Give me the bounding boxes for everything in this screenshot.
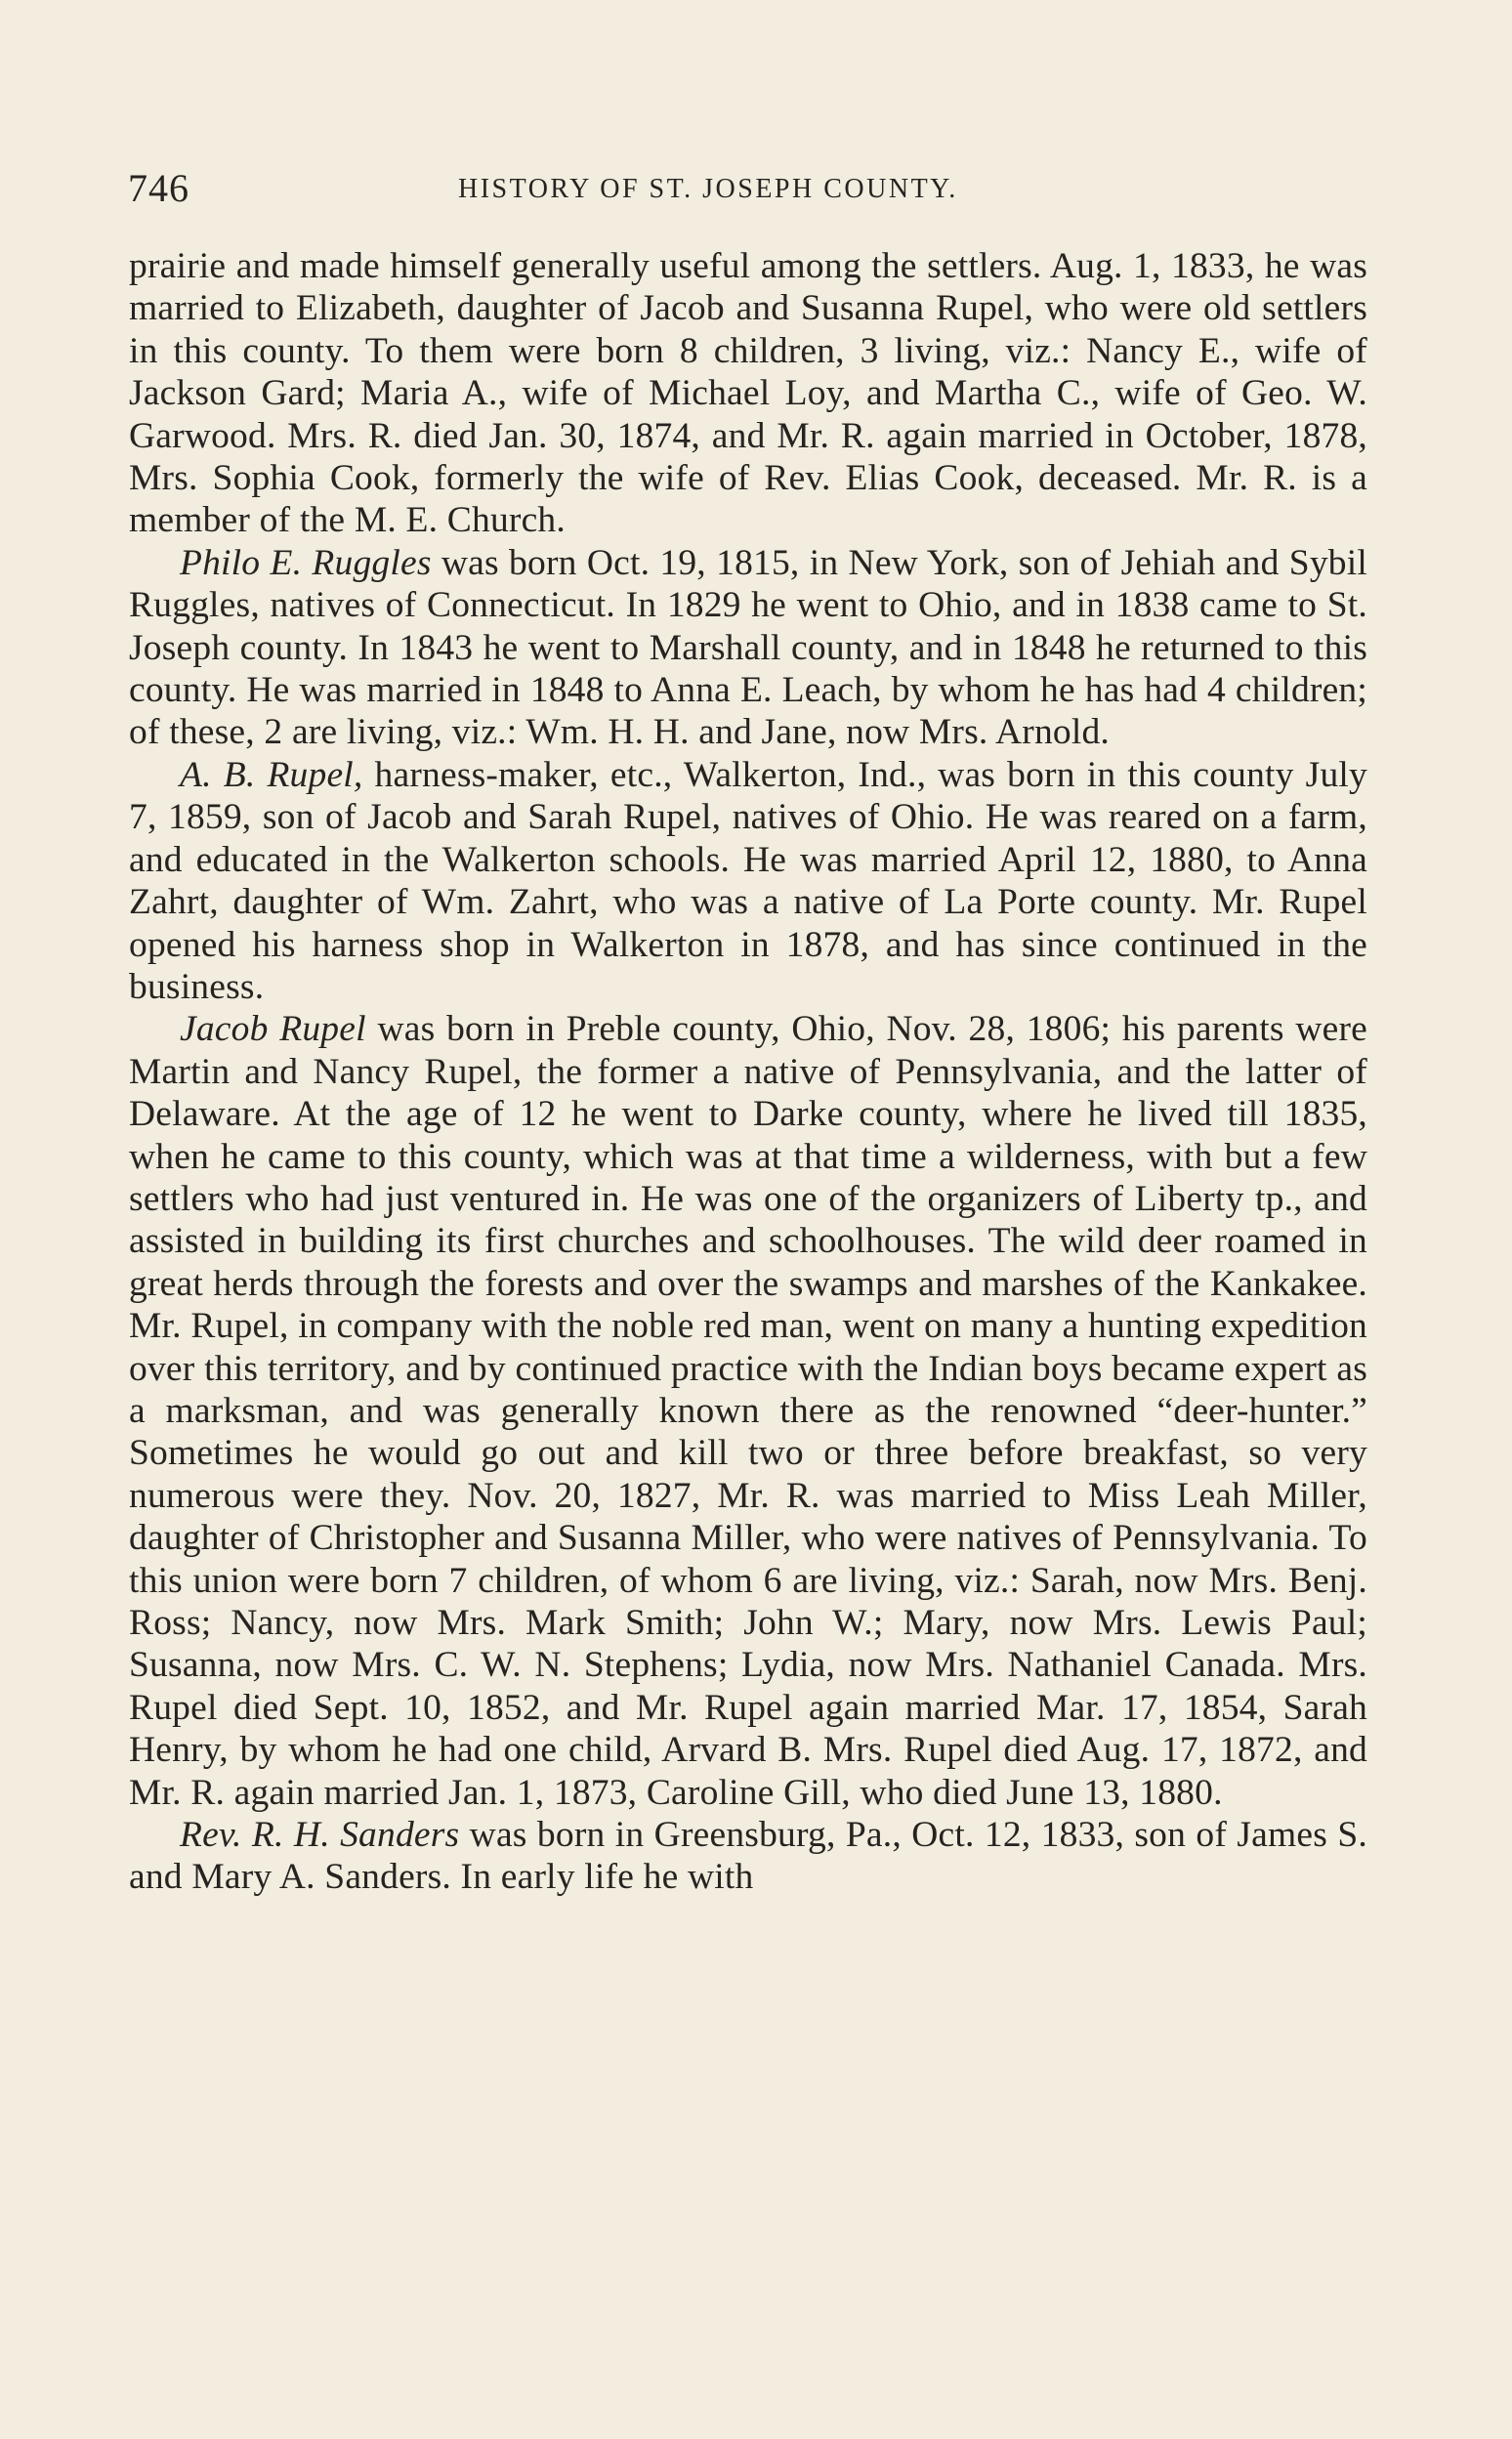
paragraph-text: was born in Preble county, Ohio, Nov. 28, 1806; his parents were Martin and Nancy Rupel, the former a native of Pennsylvania, and the latter of Delaware. At the age of 12 he went to Darke county, where he lived till 1835, when he came to this county, which was at that time a wilderness, with but a few settlers who had just ventured in. He was one of the organizers of Liberty tp., and assisted in building its first churches and schoolhouses. The wild deer roamed in great herds through the forests and over the swamps and marshes of the Kankakee. Mr. Rupel, in company with the noble red man, went on many a hunting expedition over this territory, and by continued practice with the Indian boys became expert as a marksman, and was generally known there as the renowned “deer-hunter.” Sometimes he would go out and kill two or three before breakfast, so very numerous were they. Nov. 20, 1827, Mr. R. was married to Miss Leah Miller, daughter of Christopher and Susanna Miller, who were natives of Pennsylvania. To this union were born 7 children, of whom 6 are living, viz.: Sarah, now Mrs. Benj. Ross; Nancy, now Mrs. Mark Smith; John W.; Mary, now Mrs. Lewis Paul; Susanna, now Mrs. C. W. N. Stephens; Lydia, now Mrs. Nathaniel Canada. Mrs. Rupel died Sept. 10, 1852, and Mr. Rupel again married Mar. 17, 1854, Sarah Henry, by whom he had one child, Arvard B. Mrs. Rupel died Aug. 17, 1872, and Mr. R. again married Jan. 1, 1873, Caroline Gill, who died June 13, 1880. [129, 1009, 1367, 1813]
page-number: 746 [128, 166, 189, 210]
paragraph-text: harness-maker, etc., Walkerton, Ind., was born in this county July 7, 1859, son of Jacob and Sarah Rupel, natives of Ohio. He was reared on a farm, and educated in the Walkerton schools. He was married April 12, 1880, to Anna Zahrt, daughter of Wm. Zahrt, who was a native of La Porte county. Mr. Rupel opened his harness shop in Walkerton in 1878, and has since continued in the business. [129, 754, 1367, 1007]
biography-name: Philo E. Ruggles [180, 542, 432, 583]
paragraph-text: was born Oct. 19, 1815, in New York, son of Jehiah and Sybil Ruggles, natives of Connecticut. In 1829 he went to Ohio, and in 1838 came to St. Joseph county. In 1843 he went to Marshall county, and in 1848 he returned to this county. He was married in 1848 to Anna E. Leach, by whom he has had 4 children; of these, 2 are living, viz.: Wm. H. H. and Jane, now Mrs. Arnold. [129, 542, 1367, 753]
body-text [129, 245, 1367, 1899]
running-header [128, 164, 1370, 213]
paragraph-continuation [129, 245, 1367, 542]
biography-name: A. B. Rupel, [180, 754, 363, 795]
paragraph-a-b-rupel [129, 754, 1367, 1008]
biography-name: Jacob Rupel [180, 1009, 366, 1050]
paragraph-text: prairie and made himself generally useful among the settlers. Aug. 1, 1833, he was married to Elizabeth, daughter of Jacob and Susanna Rupel, who were old settlers in this county. To them were born 8 children, 3 living, viz.: Nancy E., wife of Jackson Gard; Maria A., wife of Michael Loy, and Martha C., wife of Geo. W. Garwood. Mrs. R. died Jan. 30, 1874, and Mr. R. again married in October, 1878, Mrs. Sophia Cook, formerly the wife of Rev. Elias Cook, deceased. Mr. R. is a member of the M. E. Church. [129, 246, 1367, 541]
paragraph-philo-e-ruggles [129, 542, 1367, 754]
running-title: HISTORY OF ST. JOSEPH COUNTY. [458, 174, 958, 204]
paragraph-jacob-rupel [129, 1008, 1367, 1814]
biography-name: Rev. R. H. Sanders [180, 1815, 460, 1856]
paragraph-r-h-sanders [129, 1814, 1367, 1899]
paragraph-text: was born in Greensburg, Pa., Oct. 12, 1833, son of James S. and Mary A. Sanders. In early life he with [129, 1815, 1367, 1898]
